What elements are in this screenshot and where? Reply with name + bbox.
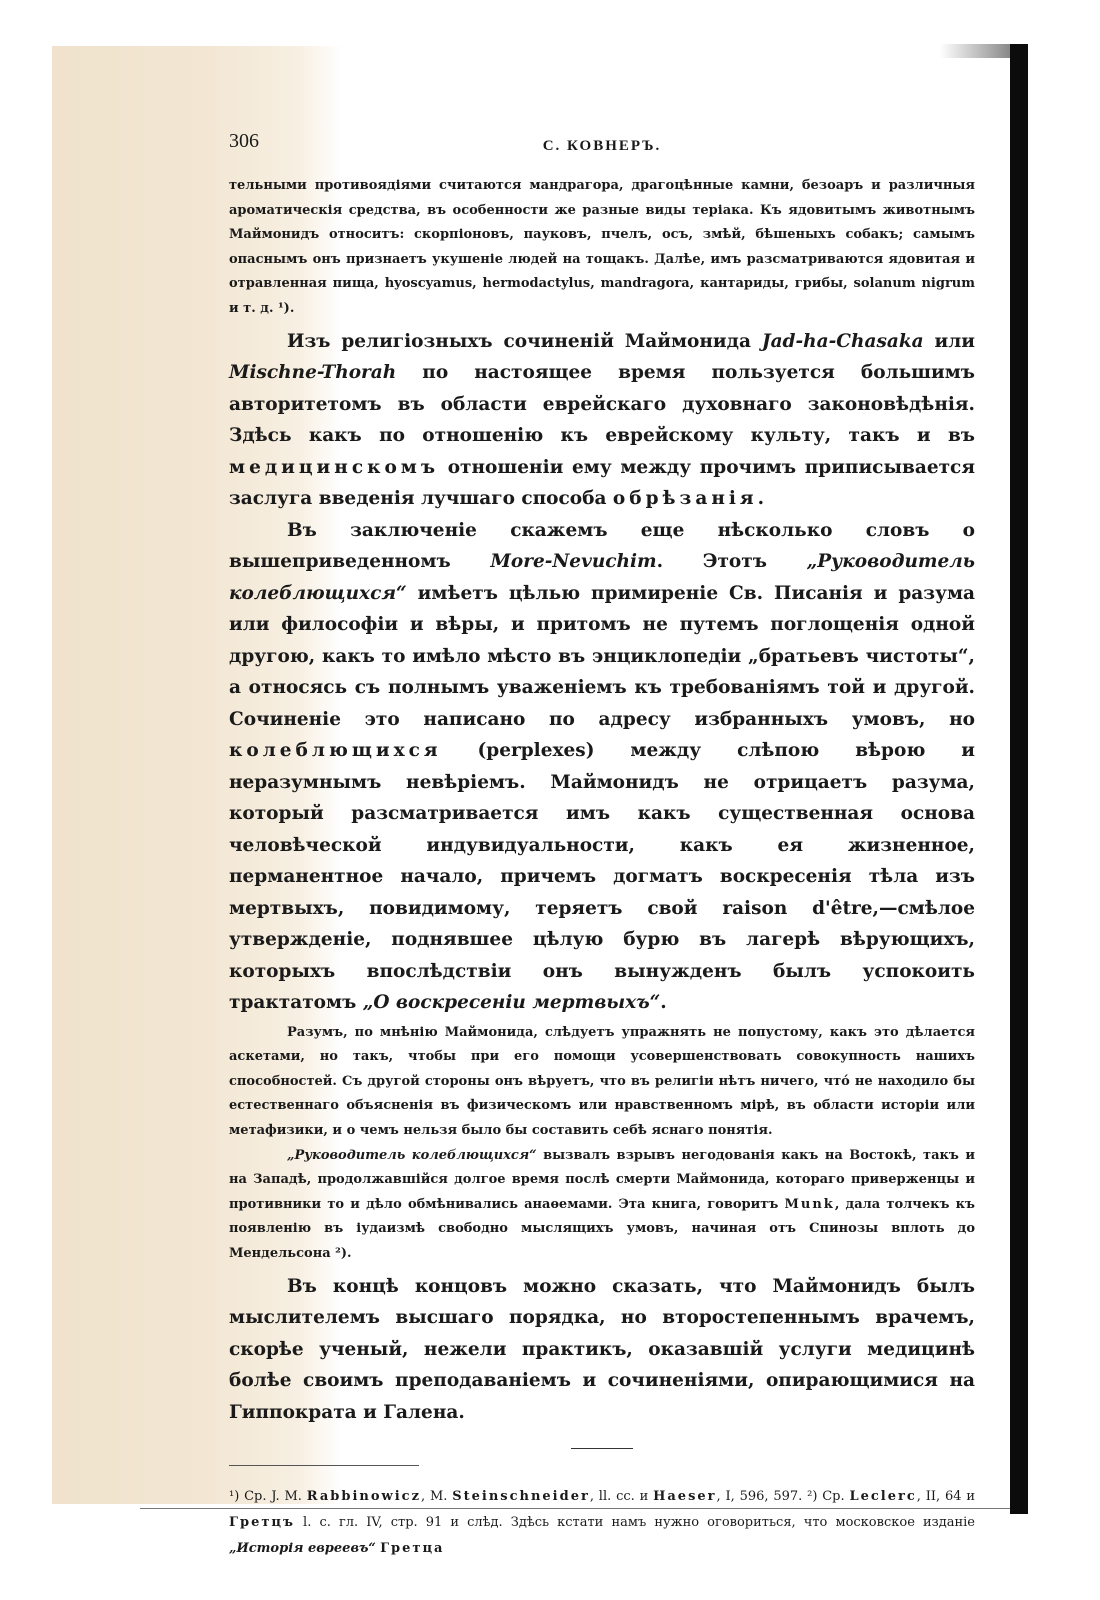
text-run: Изъ религіозныхъ сочиненій Маймонида [287, 330, 762, 352]
spaced-word: медицинскомъ [229, 456, 440, 478]
text-run: , I, 596, 597. [716, 1489, 803, 1504]
spaced-word: Гретцъ [229, 1515, 295, 1530]
italic-title: „Руководитель колеблющихся“ [229, 551, 975, 604]
paragraph-guide-reaction [229, 1144, 975, 1267]
footnotes [229, 1484, 975, 1562]
text-run: , M. [420, 1489, 453, 1504]
text-run: . Этотъ [656, 551, 807, 573]
text-run: вызвалъ взрывъ негодованія какъ на Востокѣ, такъ и на Западѣ, продолжавшійся долгое время послѣ смерти Маймонида, котораго приверженцы и противники то и дѣло обмѣнивались анаѳемами. Эта книга, говоритъ [229, 1147, 975, 1212]
paragraph-religious-works [229, 326, 975, 515]
text-run: Въ заключеніе скажемъ еще нѣсколько словъ о вышеприведенномъ [229, 519, 975, 573]
page-number: 306 [229, 130, 259, 152]
spaced-word: Гретца [380, 1541, 445, 1556]
spaced-word: Leclerc [849, 1489, 917, 1504]
spaced-word: колеблющихся [229, 740, 442, 762]
footnote-rule [229, 1465, 419, 1466]
scan-edge-right [1010, 44, 1028, 1514]
text-run: , II, 64 и [916, 1489, 976, 1504]
footnote-1 [229, 1484, 975, 1562]
text-run: отношеніи ему между прочимъ приписывается заслуга введенія лучшаго способа [229, 456, 975, 510]
italic-title: More-Nevuchim [490, 551, 657, 573]
text-run: имѣетъ цѣлью примиреніе Св. Писанія и разума или философіи и вѣры, и притомъ не путемъ поглощенія одной другою, какъ то имѣло мѣсто въ энциклопедіи „братьевъ чистоты“, а относясь съ полнымъ уваженіемъ къ требованіямъ той и другой. Сочиненіе это написано по адресу избранныхъ умовъ, но [229, 582, 975, 730]
paragraph-continued: тельными противоядіями считаются мандрагора, драгоцѣнные камни, безоаръ и различныя ароматическія средства, въ особенности же разные виды теріака. Къ ядовитымъ животнымъ Маймонидъ относитъ: скорпіоновъ, пауковъ, пчелъ, осъ, змѣй, бѣшеныхъ собакъ; самымъ опаснымъ онъ признаетъ укушеніе людей на тощакъ. Далѣе, имъ разсматриваются ядовитая и отравленная пища, hyoscyamus, hermodactylus, mandragora, кантариды, грибы, solanum nigrum и т. д. ¹). [229, 178, 975, 316]
italic-title: „Руководитель колеблющихся“ [287, 1147, 537, 1163]
italic-title: „Исторія евреевъ“ [229, 1541, 376, 1556]
text-run: , ll. cc. и [589, 1489, 654, 1504]
scan-edge-top [940, 44, 1010, 58]
text-run: ²) Ср. [807, 1489, 850, 1504]
text-run: . [660, 992, 667, 1014]
spaced-word: Rabbinowicz [306, 1489, 421, 1504]
italic-title: „О воскресеніи мертвыхъ“ [362, 992, 661, 1014]
text-run: (perplexes) между слѣпою вѣрою и неразумнымъ невѣріемъ. Маймонидъ не отрицаетъ разума, который разсматривается имъ какъ существенная основа человѣческой индувидуальности, какъ ея жизненное, перманентное начало, причемъ догматъ воскресенія тѣла изъ мертвыхъ, повидимому, теряетъ свой raison d'être,—смѣлое утвержденіе, поднявшее цѣлую бурю въ лагерѣ вѣрующихъ, которыхъ впослѣдствіи онъ вынужденъ былъ успокоить трактатомъ [229, 740, 975, 1014]
page-header [229, 128, 975, 174]
book-page [229, 128, 975, 1562]
paragraph-more-nevuchim [229, 515, 975, 1019]
spaced-word: обрѣзанія [612, 488, 758, 510]
paragraph-conclusion: Въ концѣ концовъ можно сказать, что Маймонидъ былъ мыслителемъ высшаго порядка, но второстепеннымъ врачемъ, скорѣе ученый, нежели практикъ, оказавшій услуги медицинѣ болѣе своимъ преподаваніемъ и сочиненіями, опирающимися на Гиппократа и Галена. [229, 1275, 975, 1423]
text-run: или [923, 330, 975, 352]
text-run: l. c. гл. IV, стр. 91 и слѣд. Здѣсь кстати намъ нужно оговориться, что московское изданіе [294, 1515, 975, 1530]
running-head: С. КОВНЕРЪ. [542, 138, 662, 154]
italic-title: Jad-ha-Chasaka [761, 330, 924, 352]
text-run: по настоящее время пользуется большимъ авторитетомъ въ области еврейскаго духовнаго законовѣдѣнія. Здѣсь какъ по отношенію къ еврейскому культу, такъ и въ [229, 362, 975, 447]
paragraph-reason: Разумъ, по мнѣнію Маймонида, слѣдуетъ упражнять не попустому, какъ это дѣлается аскетами, но такъ, чтобы при его помощи усовершенствовать совокупность нашихъ способностей. Съ другой стороны онъ вѣруетъ, что въ религіи нѣтъ ничего, что́ не находило бы естественнаго объясненія въ физическомъ или нравственномъ мірѣ, въ области исторіи или метафизики, и о чемъ нельзя было бы составить себѣ яснаго понятія. [229, 1024, 975, 1138]
section-divider [571, 1448, 633, 1449]
text-run: , дала толчекъ къ появленію въ іудаизмѣ свободно мыслящихъ умовъ, начиная отъ Спинозы вплоть до Мендельсона ²). [229, 1196, 975, 1261]
text-run: . [757, 488, 765, 510]
spaced-word: Haeser [653, 1489, 717, 1504]
italic-title: Mischne-Thorah [229, 362, 397, 384]
spaced-word: Steinschneider [452, 1489, 590, 1504]
text-run: ¹) Ср. J. M. [229, 1489, 307, 1504]
spaced-word: Munk [784, 1196, 835, 1212]
